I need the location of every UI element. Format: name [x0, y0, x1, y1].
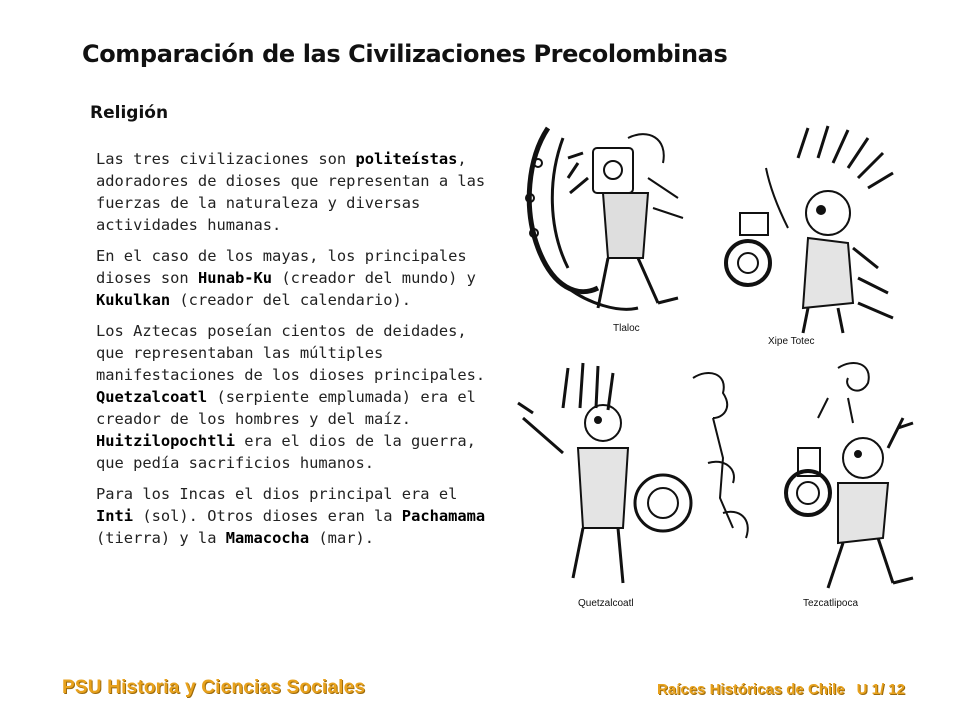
bold-term: Huitzilopochtli [96, 432, 235, 450]
text-run: , adoradores de dioses que representan a las fuerzas de la naturaleza y diversas actividades humanas. [96, 150, 486, 234]
text-run: En el caso de los mayas, los principales dioses son [96, 247, 467, 287]
paragraph-polytheism [96, 148, 486, 236]
tezcatlipoca-drawing [786, 363, 913, 588]
section-subtitle: Religión [90, 103, 169, 123]
text-run: (sol). Otros dioses eran la [133, 507, 402, 525]
bold-term: Kukulkan [96, 291, 171, 309]
bold-term: Hunab-Ku [197, 269, 273, 287]
bold-term: Mamacocha [225, 529, 310, 547]
text-run: Para los Incas el dios principal era el [96, 485, 458, 503]
caption-tezcatlipoca: Tezcatlipoca [803, 598, 859, 609]
text-run: (tierra) y la [96, 529, 226, 547]
tlaloc-drawing [526, 128, 683, 309]
caption-quetzalcoatl: Quetzalcoatl [578, 598, 634, 609]
text-run: (creador del calendario). [170, 291, 412, 309]
bold-term: Quetzalcoatl [96, 388, 208, 406]
footer-unit-info [645, 681, 905, 698]
footer-course-name: PSU Historia y Ciencias Sociales [62, 677, 366, 698]
paragraph-incas [96, 483, 486, 549]
footer-unit-title: Raíces Históricas de Chile [657, 681, 845, 698]
footer-page-number: U 1/ 12 [856, 681, 905, 698]
paragraph-aztecas [96, 320, 486, 474]
text-run: Los Aztecas poseían cientos de deidades, que representaban las múltiples manifestaciones de los dioses principales. [96, 322, 486, 384]
bold-term: Pachamama [401, 507, 486, 525]
paragraph-mayas [96, 245, 486, 311]
aztec-gods-illustration [508, 118, 928, 618]
quetzalcoatl-drawing [518, 363, 748, 583]
text-run: Las tres civilizaciones son [96, 150, 356, 168]
xipe-totec-drawing [726, 126, 893, 333]
caption-tlaloc: Tlaloc [613, 323, 640, 334]
bold-term: politeístas [355, 150, 458, 168]
text-run: (serpiente emplumada) era el creador de los hombres y del maíz. [96, 388, 476, 428]
slide-title: Comparación de las Civilizaciones Precolombinas [82, 40, 728, 68]
caption-xipe-totec: Xipe Totec [768, 336, 815, 347]
body-text [96, 148, 486, 558]
bold-term: Inti [96, 507, 134, 525]
text-run: (mar). [309, 529, 375, 547]
text-run: (creador del mundo) y [272, 269, 476, 287]
text-run: era el dios de la guerra, que pedía sacrificios humanos. [96, 432, 476, 472]
